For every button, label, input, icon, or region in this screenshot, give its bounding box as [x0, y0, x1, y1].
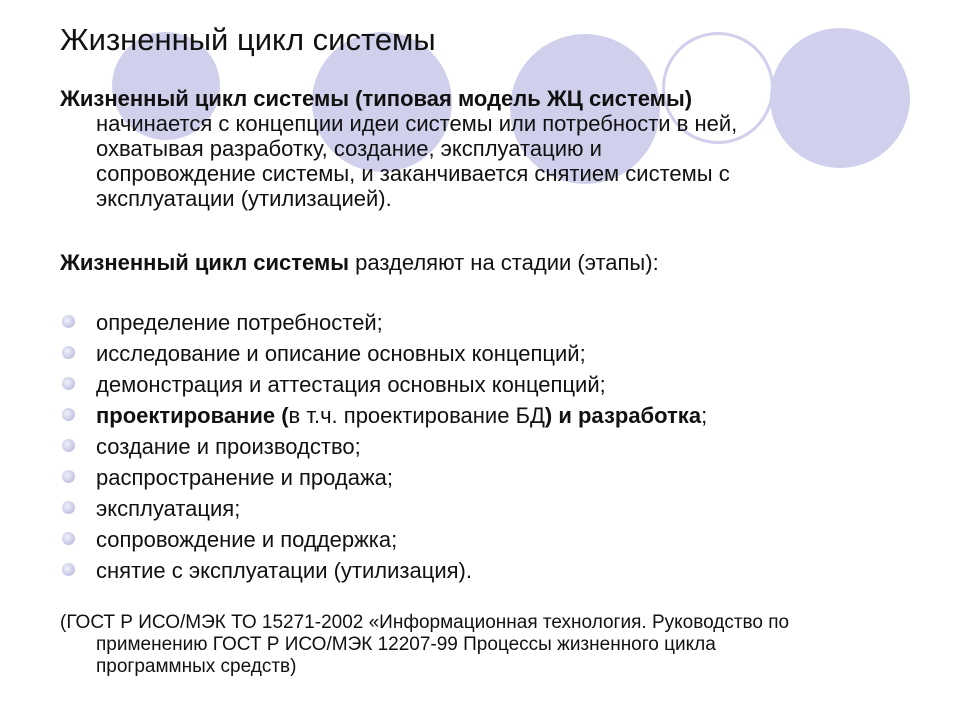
list-item: [60, 555, 707, 586]
stages-list: [60, 307, 707, 586]
list-item: [60, 307, 707, 338]
list-item: [60, 338, 707, 369]
list-item-text: распространение и продажа;: [96, 465, 394, 490]
definition-paragraph: [60, 86, 737, 211]
list-item: [60, 462, 707, 493]
list-item: [60, 524, 707, 555]
list-item-text: снятие с эксплуатации (утилизация).: [96, 558, 472, 583]
source-line: (ГОСТ Р ИСО/МЭК ТО 15271-2002 «Информационная технология. Руководство по: [60, 612, 790, 633]
list-item: [60, 431, 707, 462]
bullet-icon: [62, 470, 75, 483]
definition-line: эксплуатации (утилизацией).: [96, 186, 392, 211]
bullet-icon: [62, 563, 75, 576]
stages-intro-rest: разделяют на стадии (этапы):: [349, 250, 659, 275]
bullet-icon: [62, 408, 75, 421]
bullet-icon: [62, 501, 75, 514]
list-item-text: исследование и описание основных концепций;: [96, 341, 586, 366]
source-line: программных средств): [96, 656, 297, 677]
bullet-icon: [62, 346, 75, 359]
source-line: применению ГОСТ Р ИСО/МЭК 12207-99 Процессы жизненного цикла: [96, 634, 716, 655]
list-item: [60, 369, 707, 400]
slide-title: Жизненный цикл системы: [60, 22, 436, 57]
definition-line: сопровождение системы, и заканчивается снятием системы с: [96, 161, 730, 186]
design-bold-2: ) и разработка: [544, 403, 702, 428]
list-item-text: сопровождение и поддержка;: [96, 527, 398, 552]
source-reference: [60, 612, 789, 678]
definition-lead: Жизненный цикл системы (типовая модель ЖЦ системы): [60, 86, 693, 111]
design-normal-2: ;: [701, 403, 708, 428]
bullet-icon: [62, 532, 75, 545]
list-item-text: создание и производство;: [96, 434, 361, 459]
list-item-text: демонстрация и аттестация основных концепций;: [96, 372, 606, 397]
bullet-icon: [62, 315, 75, 328]
stages-intro-lead: Жизненный цикл системы: [60, 250, 350, 275]
list-item: [60, 400, 707, 431]
list-item: [60, 493, 707, 524]
bullet-icon: [62, 439, 75, 452]
design-normal-1: в т.ч. проектирование БД: [288, 403, 545, 428]
decor-circle-5: [770, 28, 910, 168]
list-item-text: определение потребностей;: [96, 310, 383, 335]
design-bold-1: проектирование (: [96, 403, 289, 428]
list-item-text: эксплуатация;: [96, 496, 241, 521]
bullet-icon: [62, 377, 75, 390]
stages-intro: [60, 250, 659, 275]
definition-line: начинается с концепции идеи системы или потребности в ней,: [96, 111, 738, 136]
definition-line: охватывая разработку, создание, эксплуатацию и: [96, 136, 602, 161]
